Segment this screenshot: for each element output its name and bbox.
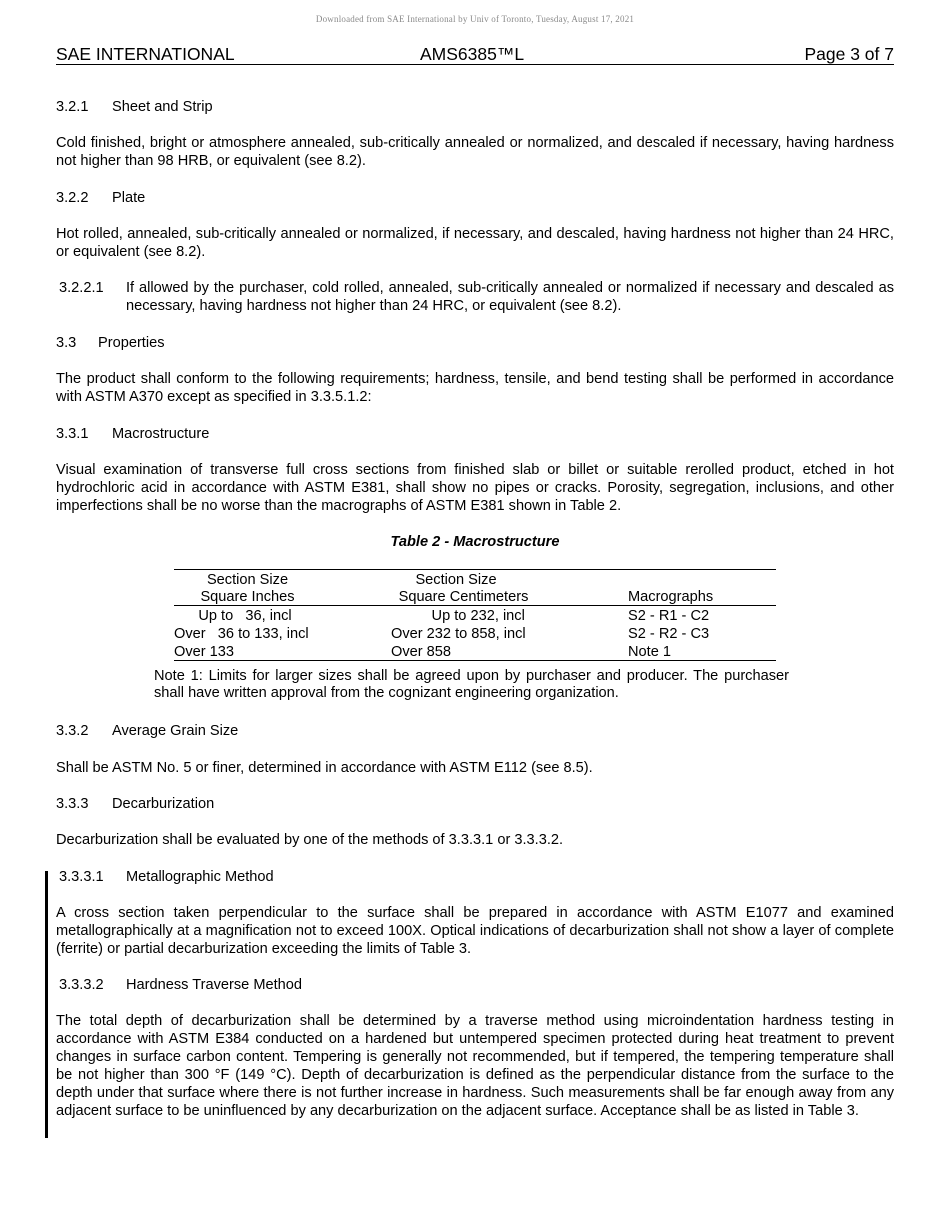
cell-macrograph: Note 1 <box>628 644 671 660</box>
page-number: Page 3 of 7 <box>804 44 894 64</box>
heading-3-3-3 <box>56 795 894 813</box>
section-number: 3.2.1 <box>56 99 89 115</box>
header-col1-line1: Section Size <box>206 572 289 588</box>
heading-3-2-2 <box>56 189 894 207</box>
header-col1-line2: Square Inches <box>200 589 295 605</box>
table-note: Note 1: Limits for larger sizes shall be agreed upon by purchaser and producer. The purchaser shall have written approval from the cognizant engineering organization. <box>154 668 789 701</box>
paragraph-3-3-1: Visual examination of transverse full cross sections from finished slab or billet or suitable rerolled product, etched in hot hydrochloric acid in accordance with ASTM E381, shall show no pipes or cracks. Porosity, segregation, inclusions, and other imperfections shall be no worse than the macrographs of ASTM E381 shown in Table 2. <box>56 462 894 514</box>
paragraph-3-2-2-1: If allowed by the purchaser, cold rolled, annealed, sub-critically annealed or normalized if necessary and descaled as necessary, having hardness not higher than 24 HRC, or equivalent (see 8.2). <box>126 280 894 314</box>
table-top-rule <box>174 569 776 570</box>
section-number: 3.3.1 <box>56 426 89 442</box>
cell-macrograph: S2 - R1 - C2 <box>628 608 710 624</box>
paragraph-3-3-2: Shall be ASTM No. 5 or finer, determined in accordance with ASTM E112 (see 8.5). <box>56 760 593 776</box>
paragraph-3-3-3-2: The total depth of decarburization shall be determined by a traverse method using microindentation hardness testing in accordance with ASTM E384 conducted on a hardened but untempered specimen protected during heat treatment to prevent changes in surface carbon content. Tempering is generally not recommended, but if tempered, the tempering temperature shall be not higher than 300 °F (149 °C). Depth of decarburization is defined as the perpendicular distance from the surface to the depth under that surface where there is not further increase in hardness. Such measurements shall be far enough away from any adjacent surface to be uninfluenced by any decarburization on the adjacent surface. Acceptance shall be as listed in Table 3. <box>56 1013 894 1119</box>
heading-3-3-3-2 <box>59 976 897 994</box>
section-title: Macrostructure <box>112 426 210 442</box>
heading-3-3-2 <box>56 722 894 740</box>
cell-cm: Over 232 to 858, incl <box>391 626 526 642</box>
publisher-name: SAE INTERNATIONAL <box>56 44 235 64</box>
heading-3-3 <box>56 334 894 352</box>
paragraph-3-2-2: Hot rolled, annealed, sub-critically annealed or normalized, if necessary, and descaled, having hardness not higher than 24 HRC, or equivalent (see 8.2). <box>56 226 894 260</box>
section-number: 3.3.3.2 <box>59 977 104 993</box>
section-title: Properties <box>98 335 165 351</box>
table-caption: Table 2 - Macrostructure <box>390 534 560 550</box>
paragraph-3-3-3-1: A cross section taken perpendicular to the surface shall be prepared in accordance with ASTM E1077 and examined metallographically at a magnification not to exceed 100X. Optical indications of decarburization shall not show a layer of complete (ferrite) or partial decarburization exceeding the limits of Table 3. <box>56 905 894 957</box>
section-title: Decarburization <box>112 796 215 812</box>
section-number: 3.3.3.1 <box>59 869 104 885</box>
section-title: Metallographic Method <box>126 869 274 885</box>
page-header <box>56 44 894 65</box>
paragraph-3-2-1: Cold finished, bright or atmosphere annealed, sub-critically annealed or normalized, and descaled if necessary, having hardness not higher than 98 HRB, or equivalent (see 8.2). <box>56 135 894 169</box>
subsection-3-2-2-1 <box>59 279 894 315</box>
paragraph-3-3: The product shall conform to the following requirements; hardness, tensile, and bend testing shall be performed in accordance with ASTM A370 except as specified in 3.3.5.1.2: <box>56 371 894 405</box>
section-title: Sheet and Strip <box>112 99 213 115</box>
heading-3-3-3-1 <box>59 868 897 886</box>
section-number: 3.2.2.1 <box>59 280 104 296</box>
section-number: 3.3.3 <box>56 796 89 812</box>
download-watermark: Downloaded from SAE International by Univ of Toronto, Tuesday, August 17, 2021 <box>315 14 635 24</box>
section-title: Plate <box>112 190 146 206</box>
cell-macrograph: S2 - R2 - C3 <box>628 626 710 642</box>
heading-3-2-1 <box>56 98 894 116</box>
cell-inches: Over 36 to 133, incl <box>174 626 309 642</box>
section-number: 3.3.2 <box>56 723 89 739</box>
header-col3: Macrographs <box>628 589 714 605</box>
table-bottom-rule <box>174 660 776 661</box>
heading-3-3-1 <box>56 425 894 443</box>
section-number: 3.3 <box>56 335 77 351</box>
document-number: AMS6385™L <box>420 44 525 64</box>
cell-inches: Over 133 <box>174 644 235 660</box>
paragraph-3-3-3: Decarburization shall be evaluated by one of the methods of 3.3.3.1 or 3.3.3.2. <box>56 832 564 848</box>
header-col2-line1: Section Size <box>415 572 497 588</box>
cell-cm: Up to 232, incl <box>391 608 525 624</box>
section-title: Average Grain Size <box>112 723 239 739</box>
section-number: 3.2.2 <box>56 190 89 206</box>
section-title: Hardness Traverse Method <box>126 977 303 993</box>
cell-cm: Over 858 <box>391 644 452 660</box>
cell-inches: Up to 36, incl <box>174 608 292 624</box>
revision-change-bar <box>45 871 48 1138</box>
header-col2-line2: Square Centimeters <box>398 589 529 605</box>
